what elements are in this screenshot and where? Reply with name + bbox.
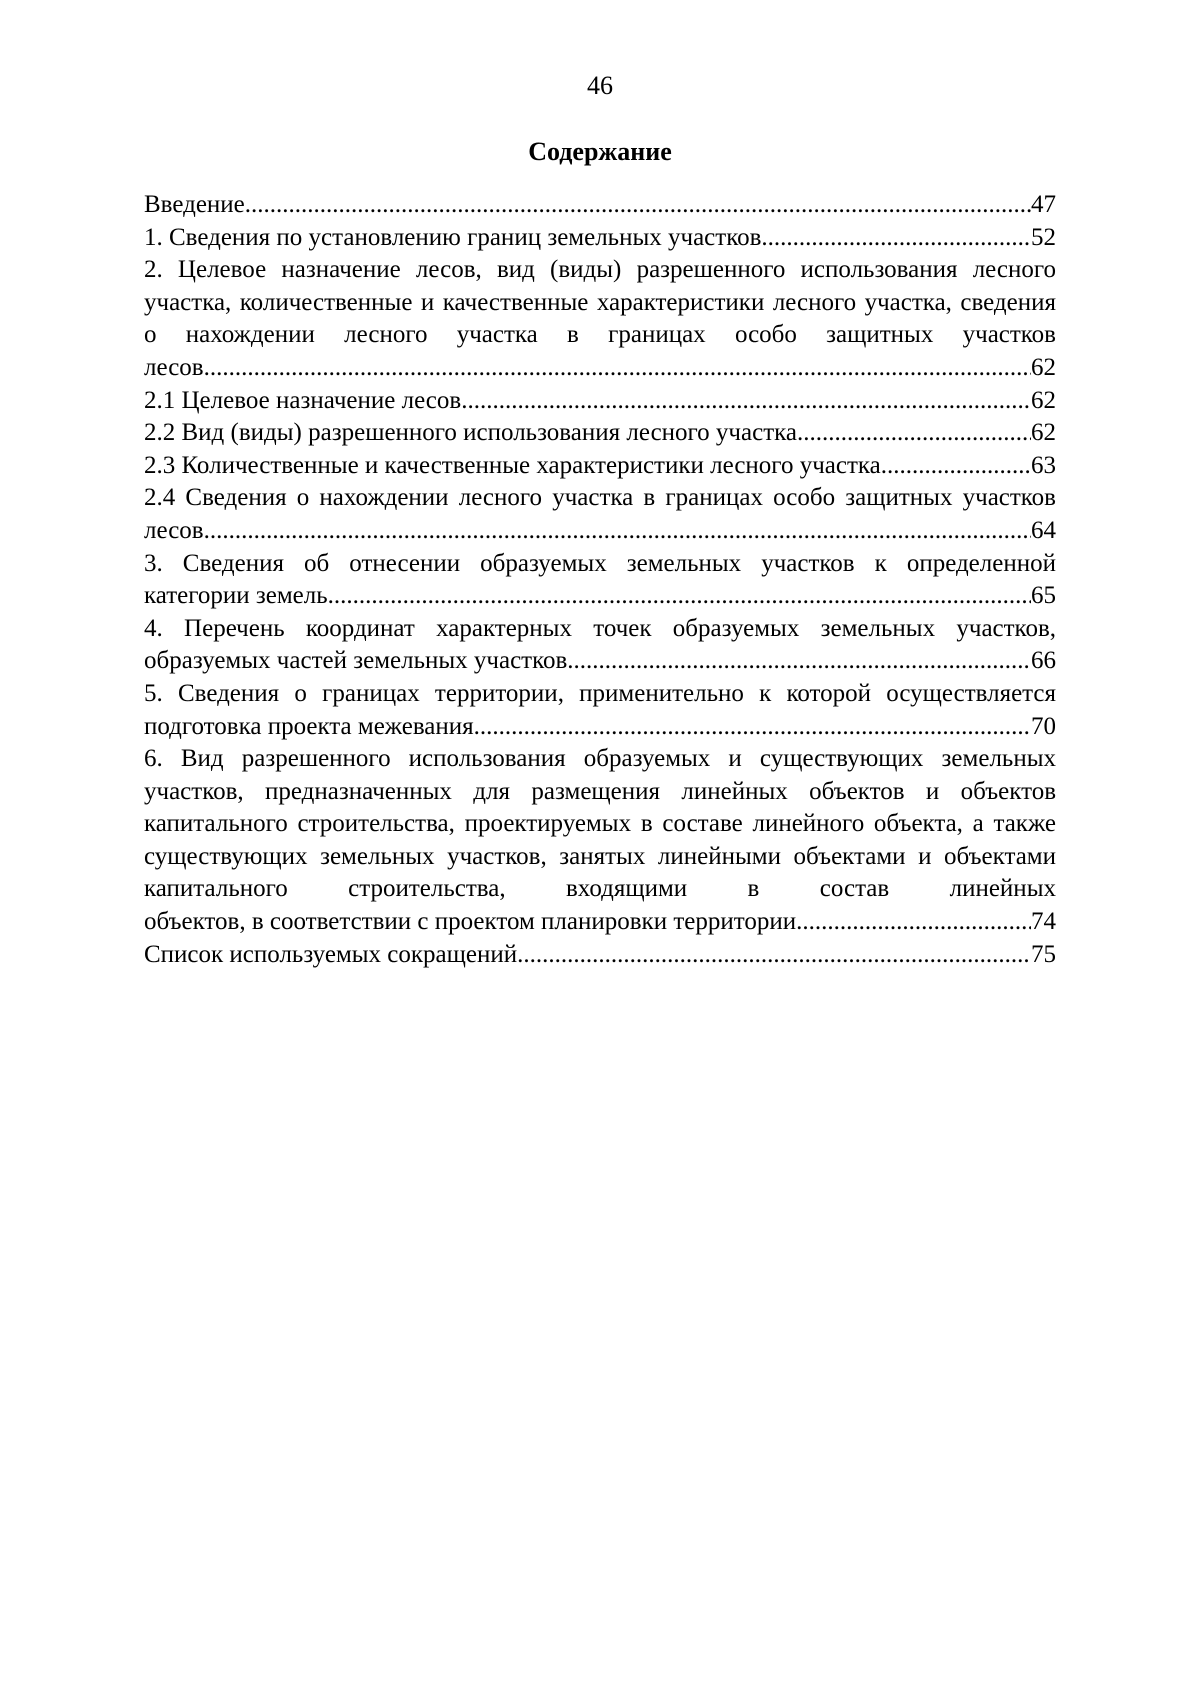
toc-entry-1[interactable] xyxy=(144,222,1056,255)
toc-entry-page: 70 xyxy=(1031,712,1056,740)
toc-entry-2-1[interactable] xyxy=(144,385,1056,418)
toc-entry-title: объектов, в соответствии с проектом планировки территории xyxy=(144,908,797,936)
dot-leader xyxy=(796,906,1031,939)
dot-leader xyxy=(204,515,1031,548)
dot-leader xyxy=(461,385,1031,418)
toc-entry-title-lines: 2.4 Сведения о нахождении лесного участка в границах особо защитных участков xyxy=(144,484,1056,512)
dot-leader xyxy=(567,645,1031,678)
toc-title: Содержание xyxy=(528,137,672,166)
table-of-contents xyxy=(144,189,1056,971)
toc-entry-page: 62 xyxy=(1031,419,1056,447)
toc-entry-abbreviations[interactable] xyxy=(144,939,1056,972)
toc-entry-page: 64 xyxy=(1031,516,1056,544)
toc-entry-title-lines: 3. Сведения об отнесении образуемых земельных участков к определенной xyxy=(144,549,1056,577)
dot-leader xyxy=(517,939,1031,972)
toc-entry-title: 1. Сведения по установлению границ земельных участков xyxy=(144,223,762,251)
toc-entry-title-lines: 2. Целевое назначение лесов, вид (виды) разрешенного использования лесного участка, количественные и качественные характеристики лесного участка, сведения о нахождении лесного участка в границах особо защитных участков xyxy=(144,256,1056,349)
toc-entry-4[interactable] xyxy=(144,613,1056,678)
toc-entry-2[interactable] xyxy=(144,254,1056,384)
toc-entry-title-lines: 6. Вид разрешенного использования образуемых и существующих земельных участков, предназначенных для размещения линейных объектов и объектов капитального строительства, проектируемых в составе линейного объекта, а также существующих земельных участков, занятых линейными объектами и объектами капитального строительства, входящими в состав линейных xyxy=(144,745,1056,903)
dot-leader xyxy=(204,352,1031,385)
toc-entry-page: 62 xyxy=(1031,353,1056,381)
dot-leader xyxy=(881,450,1031,483)
toc-entry-introduction[interactable] xyxy=(144,189,1056,222)
dot-leader xyxy=(245,189,1031,222)
toc-entry-2-2[interactable] xyxy=(144,417,1056,450)
toc-entry-page: 47 xyxy=(1031,191,1056,218)
toc-entry-title: 2.3 Количественные и качественные характеристики лесного участка xyxy=(144,451,881,479)
toc-entry-title: лесов xyxy=(144,516,204,544)
toc-entry-page: 62 xyxy=(1031,386,1056,414)
toc-entry-title: лесов xyxy=(144,353,204,381)
toc-entry-title: категории земель xyxy=(144,582,328,610)
toc-entry-page: 63 xyxy=(1031,451,1056,479)
toc-entry-page: 66 xyxy=(1031,647,1056,675)
toc-entry-page: 65 xyxy=(1031,582,1056,610)
toc-entry-title: образуемых частей земельных участков xyxy=(144,647,568,675)
page-number: 46 xyxy=(587,71,613,100)
toc-entry-3[interactable] xyxy=(144,548,1056,613)
toc-entry-title: 2.1 Целевое назначение лесов xyxy=(144,386,462,414)
toc-entry-6[interactable] xyxy=(144,743,1056,939)
toc-entry-title-lines: 4. Перечень координат характерных точек образуемых земельных участков, xyxy=(144,614,1056,642)
toc-entry-page: 75 xyxy=(1031,940,1056,968)
toc-entry-title: подготовка проекта межевания xyxy=(144,712,474,740)
dot-leader xyxy=(474,711,1031,744)
dot-leader xyxy=(797,417,1031,450)
toc-entry-page: 74 xyxy=(1031,908,1056,936)
dot-leader xyxy=(761,222,1031,255)
toc-entry-title-lines: 5. Сведения о границах территории, применительно к которой осуществляется xyxy=(144,679,1056,707)
toc-entry-title: Список используемых сокращений xyxy=(144,940,518,968)
toc-entry-title: Введение xyxy=(144,191,245,218)
toc-entry-2-3[interactable] xyxy=(144,450,1056,483)
toc-entry-title: 2.2 Вид (виды) разрешенного использования лесного участка xyxy=(144,419,797,447)
toc-entry-5[interactable] xyxy=(144,678,1056,743)
toc-entry-2-4[interactable] xyxy=(144,482,1056,547)
dot-leader xyxy=(328,580,1031,613)
toc-entry-page: 52 xyxy=(1031,223,1056,251)
